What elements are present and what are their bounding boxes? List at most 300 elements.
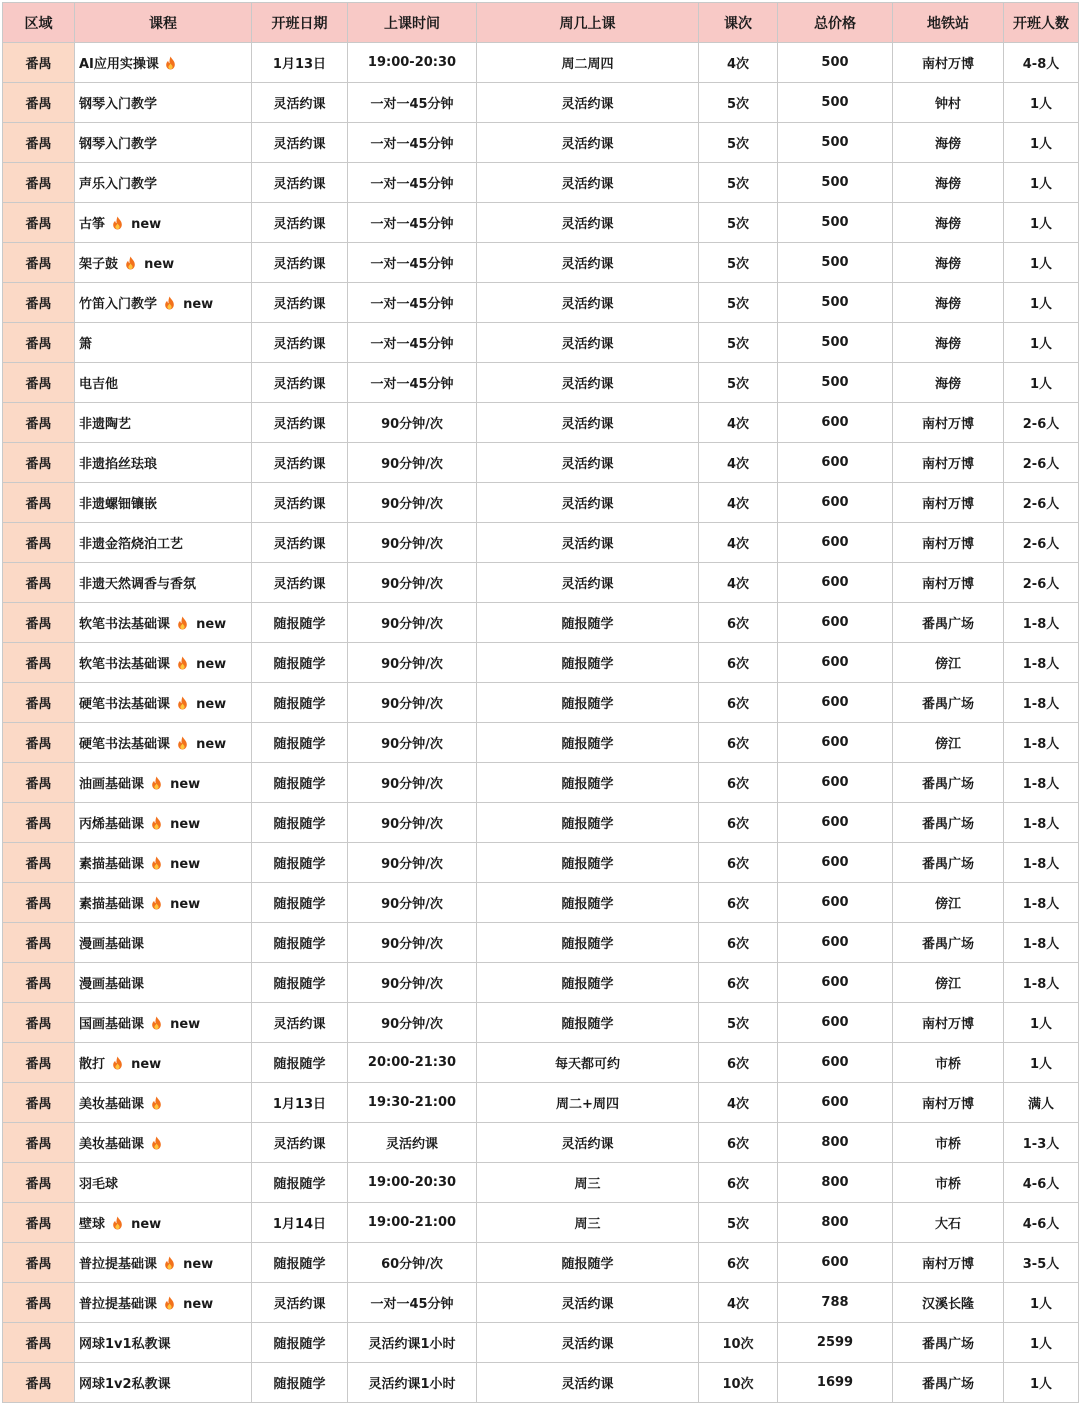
start-date-cell: 灵活约课 (252, 563, 348, 603)
table-row (3, 1323, 1079, 1363)
class-time-cell: 20:00-21:30 (348, 1043, 477, 1083)
sessions-cell: 4次 (699, 563, 778, 603)
class-time-cell: 一对一45分钟 (348, 83, 477, 123)
price-cell: 600 (778, 1243, 893, 1283)
fire-icon (177, 736, 188, 750)
sessions-cell: 4次 (699, 1083, 778, 1123)
course-cell (75, 1283, 252, 1323)
station-cell: 傍江 (893, 723, 1004, 763)
class-time-cell: 一对一45分钟 (348, 283, 477, 323)
table-row (3, 1243, 1079, 1283)
sessions-cell: 4次 (699, 483, 778, 523)
start-date-cell: 1月13日 (252, 1083, 348, 1123)
course-cell (75, 563, 252, 603)
class-time-cell: 90分钟/次 (348, 523, 477, 563)
course-cell (75, 1003, 252, 1043)
table-row (3, 123, 1079, 163)
price-cell: 600 (778, 403, 893, 443)
class-time-cell: 90分钟/次 (348, 843, 477, 883)
col-start-date-header: 开班日期 (252, 3, 348, 43)
course-cell (75, 803, 252, 843)
table-row (3, 723, 1079, 763)
class-time-cell: 90分钟/次 (348, 603, 477, 643)
new-tag: new (196, 737, 227, 752)
sessions-cell: 5次 (699, 363, 778, 403)
station-cell: 南村万博 (893, 1083, 1004, 1123)
start-date-cell: 随报随学 (252, 723, 348, 763)
sessions-cell: 5次 (699, 203, 778, 243)
station-cell: 海傍 (893, 123, 1004, 163)
class-size-cell: 1人 (1004, 1043, 1079, 1083)
station-cell: 海傍 (893, 283, 1004, 323)
region-cell: 番禺 (3, 1163, 75, 1203)
region-cell: 番禺 (3, 683, 75, 723)
station-cell: 汉溪长隆 (893, 1283, 1004, 1323)
class-size-cell: 1-8人 (1004, 883, 1079, 923)
class-size-cell: 1-8人 (1004, 923, 1079, 963)
new-tag: new (131, 1217, 162, 1232)
col-sessions-header: 课次 (699, 3, 778, 43)
weekdays-cell: 灵活约课 (477, 523, 699, 563)
station-cell: 傍江 (893, 643, 1004, 683)
weekdays-cell: 随报随学 (477, 683, 699, 723)
region-cell: 番禺 (3, 363, 75, 403)
start-date-cell: 灵活约课 (252, 323, 348, 363)
course-cell (75, 523, 252, 563)
class-time-cell: 19:00-20:30 (348, 1163, 477, 1203)
class-time-cell: 90分钟/次 (348, 963, 477, 1003)
station-cell: 海傍 (893, 323, 1004, 363)
station-cell: 番禺广场 (893, 843, 1004, 883)
table-row (3, 963, 1079, 1003)
class-time-cell: 90分钟/次 (348, 643, 477, 683)
station-cell: 番禺广场 (893, 683, 1004, 723)
fire-icon (164, 1256, 175, 1270)
course-name: AI应用实操课 (79, 57, 159, 72)
class-size-cell: 1-8人 (1004, 803, 1079, 843)
sessions-cell: 6次 (699, 643, 778, 683)
class-size-cell: 1-8人 (1004, 643, 1079, 683)
region-cell: 番禺 (3, 1243, 75, 1283)
class-time-cell: 一对一45分钟 (348, 243, 477, 283)
table-row (3, 1203, 1079, 1243)
region-cell: 番禺 (3, 83, 75, 123)
table-row (3, 83, 1079, 123)
station-cell: 番禺广场 (893, 803, 1004, 843)
station-cell: 南村万博 (893, 443, 1004, 483)
table-header (3, 3, 1079, 43)
course-cell (75, 1363, 252, 1403)
course-name: 散打 (79, 1057, 106, 1072)
table-row (3, 243, 1079, 283)
station-cell: 市桥 (893, 1123, 1004, 1163)
course-name: 软笔书法基础课 (79, 617, 171, 632)
col-total-price-header: 总价格 (778, 3, 893, 43)
start-date-cell: 随报随学 (252, 923, 348, 963)
weekdays-cell: 随报随学 (477, 1243, 699, 1283)
course-cell (75, 883, 252, 923)
class-time-cell: 一对一45分钟 (348, 203, 477, 243)
class-time-cell: 一对一45分钟 (348, 1283, 477, 1323)
sessions-cell: 10次 (699, 1363, 778, 1403)
table-body (3, 43, 1079, 1403)
class-time-cell: 90分钟/次 (348, 563, 477, 603)
weekdays-cell: 灵活约课 (477, 123, 699, 163)
station-cell: 市桥 (893, 1163, 1004, 1203)
weekdays-cell: 灵活约课 (477, 563, 699, 603)
course-name: 普拉提基础课 (79, 1297, 158, 1312)
fire-icon (151, 896, 162, 910)
course-cell (75, 83, 252, 123)
table-row (3, 43, 1079, 83)
course-name: 声乐入门教学 (79, 177, 158, 192)
weekdays-cell: 灵活约课 (477, 483, 699, 523)
course-cell (75, 843, 252, 883)
sessions-cell: 5次 (699, 163, 778, 203)
table-row (3, 203, 1079, 243)
station-cell: 傍江 (893, 963, 1004, 1003)
course-name: 羽毛球 (79, 1177, 119, 1192)
class-size-cell: 1-3人 (1004, 1123, 1079, 1163)
course-cell (75, 1203, 252, 1243)
course-name: 硬笔书法基础课 (79, 697, 171, 712)
sessions-cell: 5次 (699, 323, 778, 363)
course-cell (75, 1323, 252, 1363)
class-size-cell: 1人 (1004, 283, 1079, 323)
class-time-cell: 19:00-21:00 (348, 1203, 477, 1243)
region-cell: 番禺 (3, 563, 75, 603)
course-table (2, 2, 1079, 1403)
price-cell: 600 (778, 523, 893, 563)
col-class-time-header: 上课时间 (348, 3, 477, 43)
fire-icon (151, 1096, 162, 1110)
table-row (3, 1283, 1079, 1323)
region-cell: 番禺 (3, 163, 75, 203)
price-cell: 600 (778, 563, 893, 603)
start-date-cell: 随报随学 (252, 603, 348, 643)
price-cell: 500 (778, 83, 893, 123)
station-cell: 番禺广场 (893, 763, 1004, 803)
class-size-cell: 1人 (1004, 1283, 1079, 1323)
class-size-cell: 1人 (1004, 1323, 1079, 1363)
sessions-cell: 4次 (699, 523, 778, 563)
table-row (3, 323, 1079, 363)
region-cell: 番禺 (3, 483, 75, 523)
new-tag: new (131, 217, 162, 232)
region-cell: 番禺 (3, 1283, 75, 1323)
new-tag: new (196, 617, 227, 632)
start-date-cell: 随报随学 (252, 883, 348, 923)
fire-icon (177, 696, 188, 710)
fire-icon (125, 256, 136, 270)
price-cell: 500 (778, 363, 893, 403)
start-date-cell: 灵活约课 (252, 523, 348, 563)
start-date-cell: 随报随学 (252, 1323, 348, 1363)
course-name: 网球1v1私教课 (79, 1337, 171, 1352)
region-cell: 番禺 (3, 1083, 75, 1123)
new-tag: new (170, 897, 201, 912)
price-cell: 600 (778, 883, 893, 923)
station-cell: 海傍 (893, 203, 1004, 243)
table-row (3, 523, 1079, 563)
class-time-cell: 一对一45分钟 (348, 123, 477, 163)
region-cell: 番禺 (3, 603, 75, 643)
price-cell: 600 (778, 1083, 893, 1123)
course-cell (75, 1243, 252, 1283)
course-name: 钢琴入门教学 (79, 137, 158, 152)
sessions-cell: 4次 (699, 1283, 778, 1323)
new-tag: new (183, 1257, 214, 1272)
region-cell: 番禺 (3, 1363, 75, 1403)
class-size-cell: 1人 (1004, 323, 1079, 363)
region-cell: 番禺 (3, 123, 75, 163)
course-cell (75, 123, 252, 163)
course-cell (75, 1083, 252, 1123)
fire-icon (112, 1216, 123, 1230)
class-size-cell: 3-5人 (1004, 1243, 1079, 1283)
class-size-cell: 2-6人 (1004, 523, 1079, 563)
fire-icon (112, 1056, 123, 1070)
table-row (3, 483, 1079, 523)
price-cell: 800 (778, 1123, 893, 1163)
class-time-cell: 60分钟/次 (348, 1243, 477, 1283)
region-cell: 番禺 (3, 523, 75, 563)
region-cell: 番禺 (3, 643, 75, 683)
region-cell: 番禺 (3, 323, 75, 363)
station-cell: 番禺广场 (893, 923, 1004, 963)
class-time-cell: 90分钟/次 (348, 1003, 477, 1043)
sessions-cell: 6次 (699, 763, 778, 803)
fire-icon (165, 56, 176, 70)
fire-icon (164, 296, 175, 310)
region-cell: 番禺 (3, 1123, 75, 1163)
table-row (3, 923, 1079, 963)
course-name: 电吉他 (79, 377, 119, 392)
course-cell (75, 923, 252, 963)
class-time-cell: 90分钟/次 (348, 883, 477, 923)
course-cell (75, 283, 252, 323)
class-size-cell: 满人 (1004, 1083, 1079, 1123)
price-cell: 600 (778, 923, 893, 963)
region-cell: 番禺 (3, 963, 75, 1003)
course-name: 美妆基础课 (79, 1097, 145, 1112)
price-cell: 600 (778, 1043, 893, 1083)
start-date-cell: 随报随学 (252, 643, 348, 683)
class-time-cell: 19:00-20:30 (348, 43, 477, 83)
price-cell: 600 (778, 723, 893, 763)
price-cell: 500 (778, 243, 893, 283)
sessions-cell: 10次 (699, 1323, 778, 1363)
fire-icon (151, 816, 162, 830)
station-cell: 大石 (893, 1203, 1004, 1243)
fire-icon (177, 616, 188, 630)
course-name: 国画基础课 (79, 1017, 145, 1032)
station-cell: 海傍 (893, 243, 1004, 283)
new-tag: new (196, 697, 227, 712)
start-date-cell: 随报随学 (252, 1163, 348, 1203)
table-row (3, 403, 1079, 443)
class-time-cell: 一对一45分钟 (348, 163, 477, 203)
weekdays-cell: 灵活约课 (477, 1323, 699, 1363)
course-cell (75, 403, 252, 443)
weekdays-cell: 灵活约课 (477, 83, 699, 123)
price-cell: 788 (778, 1283, 893, 1323)
weekdays-cell: 灵活约课 (477, 163, 699, 203)
region-cell: 番禺 (3, 803, 75, 843)
course-cell (75, 763, 252, 803)
weekdays-cell: 灵活约课 (477, 1123, 699, 1163)
region-cell: 番禺 (3, 1323, 75, 1363)
course-cell (75, 1123, 252, 1163)
start-date-cell: 灵活约课 (252, 243, 348, 283)
col-class-size-header: 开班人数 (1004, 3, 1079, 43)
start-date-cell: 1月14日 (252, 1203, 348, 1243)
header-row (3, 3, 1079, 43)
class-size-cell: 1-8人 (1004, 683, 1079, 723)
course-name: 漫画基础课 (79, 977, 145, 992)
weekdays-cell: 灵活约课 (477, 363, 699, 403)
start-date-cell: 随报随学 (252, 843, 348, 883)
station-cell: 海傍 (893, 363, 1004, 403)
table-row (3, 763, 1079, 803)
table-row (3, 643, 1079, 683)
table-row (3, 683, 1079, 723)
fire-icon (151, 1016, 162, 1030)
class-time-cell: 90分钟/次 (348, 763, 477, 803)
price-cell: 500 (778, 323, 893, 363)
station-cell: 南村万博 (893, 403, 1004, 443)
region-cell: 番禺 (3, 243, 75, 283)
course-name: 非遗天然调香与香氛 (79, 577, 197, 592)
course-name: 普拉提基础课 (79, 1257, 158, 1272)
class-time-cell: 19:30-21:00 (348, 1083, 477, 1123)
new-tag: new (131, 1057, 162, 1072)
price-cell: 600 (778, 683, 893, 723)
start-date-cell: 随报随学 (252, 1243, 348, 1283)
weekdays-cell: 灵活约课 (477, 243, 699, 283)
sessions-cell: 4次 (699, 403, 778, 443)
sessions-cell: 5次 (699, 283, 778, 323)
start-date-cell: 灵活约课 (252, 363, 348, 403)
weekdays-cell: 随报随学 (477, 603, 699, 643)
col-course-header: 课程 (75, 3, 252, 43)
start-date-cell: 随报随学 (252, 763, 348, 803)
region-cell: 番禺 (3, 43, 75, 83)
weekdays-cell: 随报随学 (477, 803, 699, 843)
sessions-cell: 5次 (699, 83, 778, 123)
region-cell: 番禺 (3, 923, 75, 963)
new-tag: new (170, 1017, 201, 1032)
sessions-cell: 6次 (699, 603, 778, 643)
table-row (3, 1083, 1079, 1123)
course-name: 古筝 (79, 217, 106, 232)
class-size-cell: 1人 (1004, 123, 1079, 163)
course-name: 非遗掐丝珐琅 (79, 457, 158, 472)
course-name: 软笔书法基础课 (79, 657, 171, 672)
sessions-cell: 4次 (699, 43, 778, 83)
price-cell: 500 (778, 123, 893, 163)
fire-icon (151, 1136, 162, 1150)
course-cell (75, 603, 252, 643)
start-date-cell: 灵活约课 (252, 443, 348, 483)
course-name: 壁球 (79, 1217, 106, 1232)
class-size-cell: 1人 (1004, 83, 1079, 123)
fire-icon (151, 776, 162, 790)
class-time-cell: 90分钟/次 (348, 443, 477, 483)
class-size-cell: 4-6人 (1004, 1203, 1079, 1243)
new-tag: new (183, 1297, 214, 1312)
class-time-cell: 90分钟/次 (348, 923, 477, 963)
course-name: 非遗螺钿镶嵌 (79, 497, 158, 512)
class-size-cell: 1-8人 (1004, 963, 1079, 1003)
class-time-cell: 90分钟/次 (348, 683, 477, 723)
course-cell (75, 443, 252, 483)
class-size-cell: 1-8人 (1004, 763, 1079, 803)
sessions-cell: 6次 (699, 843, 778, 883)
price-cell: 500 (778, 43, 893, 83)
table-row (3, 603, 1079, 643)
sessions-cell: 5次 (699, 123, 778, 163)
course-cell (75, 1163, 252, 1203)
region-cell: 番禺 (3, 763, 75, 803)
start-date-cell: 随报随学 (252, 803, 348, 843)
class-size-cell: 1-8人 (1004, 603, 1079, 643)
sessions-cell: 6次 (699, 723, 778, 763)
table-row (3, 563, 1079, 603)
region-cell: 番禺 (3, 1003, 75, 1043)
region-cell: 番禺 (3, 883, 75, 923)
region-cell: 番禺 (3, 203, 75, 243)
start-date-cell: 灵活约课 (252, 123, 348, 163)
weekdays-cell: 周二+周四 (477, 1083, 699, 1123)
course-cell (75, 363, 252, 403)
station-cell: 南村万博 (893, 1003, 1004, 1043)
price-cell: 600 (778, 803, 893, 843)
start-date-cell: 随报随学 (252, 963, 348, 1003)
new-tag: new (144, 257, 175, 272)
price-cell: 600 (778, 763, 893, 803)
table-row (3, 1123, 1079, 1163)
sessions-cell: 6次 (699, 923, 778, 963)
table-row (3, 883, 1079, 923)
price-cell: 800 (778, 1163, 893, 1203)
col-weekdays-header: 周几上课 (477, 3, 699, 43)
price-cell: 1699 (778, 1363, 893, 1403)
weekdays-cell: 灵活约课 (477, 283, 699, 323)
start-date-cell: 随报随学 (252, 1363, 348, 1403)
fire-icon (164, 1296, 175, 1310)
price-cell: 600 (778, 443, 893, 483)
course-cell (75, 683, 252, 723)
class-time-cell: 灵活约课 (348, 1123, 477, 1163)
course-name: 网球1v2私教课 (79, 1377, 171, 1392)
class-size-cell: 1人 (1004, 243, 1079, 283)
new-tag: new (170, 817, 201, 832)
start-date-cell: 灵活约课 (252, 1283, 348, 1323)
class-size-cell: 4-6人 (1004, 1163, 1079, 1203)
start-date-cell: 灵活约课 (252, 1123, 348, 1163)
region-cell: 番禺 (3, 843, 75, 883)
station-cell: 南村万博 (893, 43, 1004, 83)
class-time-cell: 90分钟/次 (348, 403, 477, 443)
course-cell (75, 723, 252, 763)
region-cell: 番禺 (3, 283, 75, 323)
weekdays-cell: 灵活约课 (477, 203, 699, 243)
course-cell (75, 163, 252, 203)
start-date-cell: 灵活约课 (252, 1003, 348, 1043)
course-cell (75, 43, 252, 83)
course-name: 美妆基础课 (79, 1137, 145, 1152)
